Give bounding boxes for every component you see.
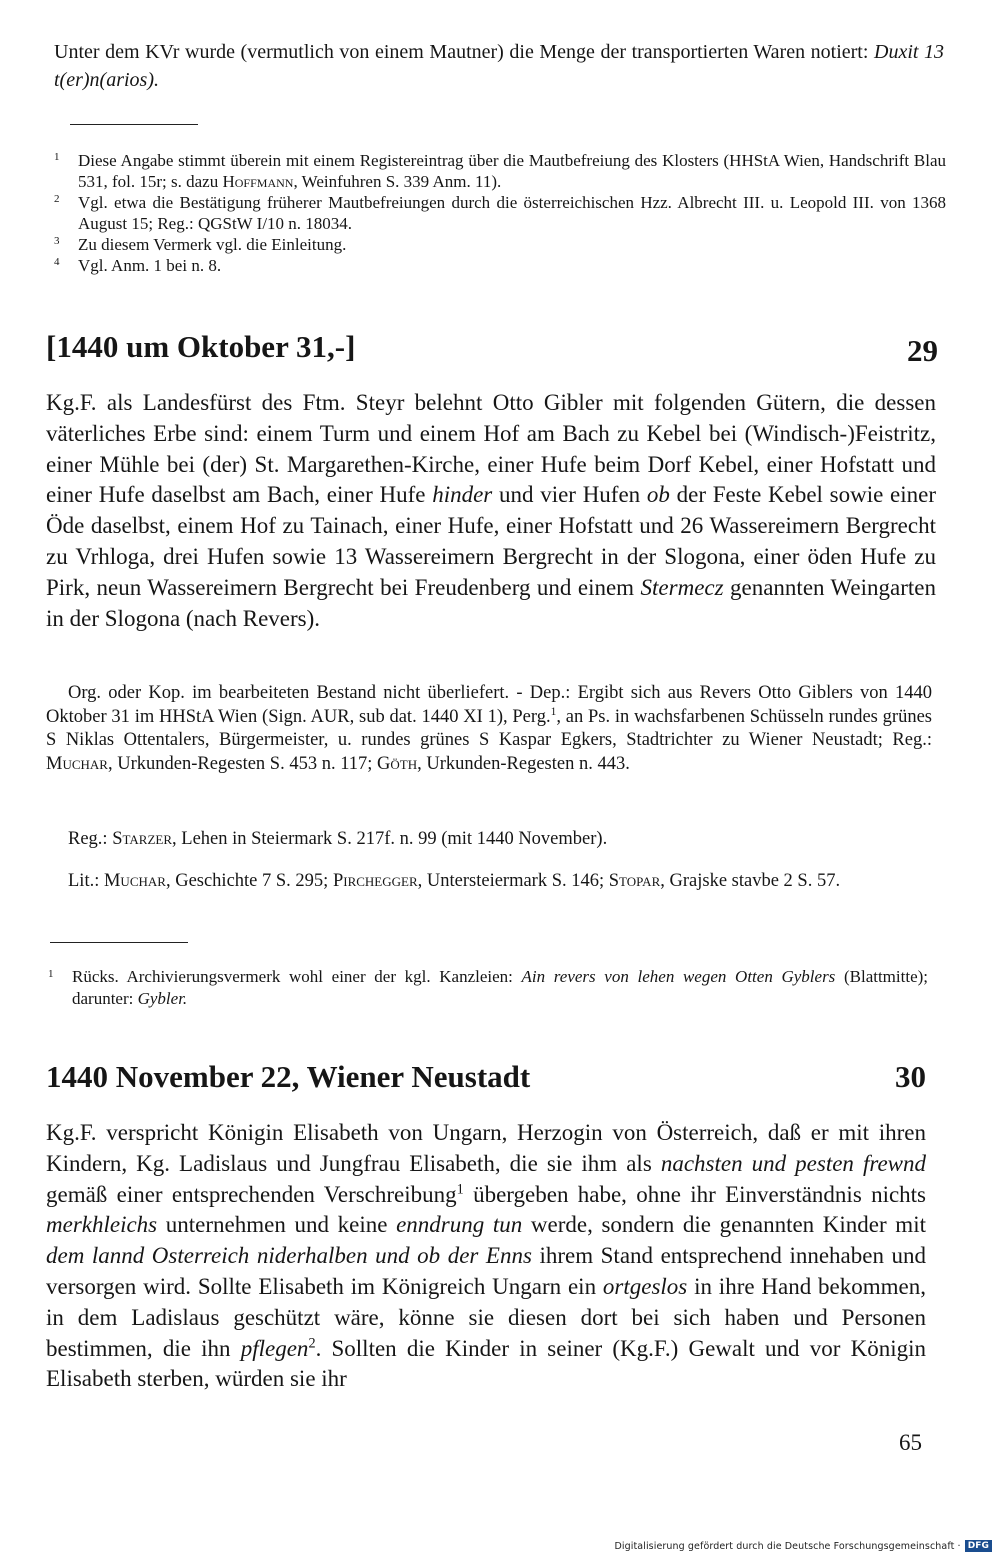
footnote-item: 2 Vgl. etwa die Bestätigung früherer Mautbefreiungen durch die österreichischen Hzz. Albrecht III. u. Leopold III. von 1368 August 15; Reg.: QGStW I/10 n. 18034.	[54, 193, 946, 233]
intro-quote: Duxit 13 t(er)n(arios).	[54, 41, 944, 91]
footnote-item: 1 Diese Angabe stimmt überein mit einem Registereintrag über die Mautbefreiung des Klosters (HHStA Wien, Handschrift Blau 531, fol. 15r; s. dazu Hoffmann, Weinfuhren S. 339 Anm. 11).	[54, 151, 946, 191]
page-number: 65	[899, 1430, 922, 1455]
footnote-item: 1 Rücks. Archivierungsvermerk wohl einer der kgl. Kanzleien: Ain revers von lehen wegen Otten Gyblers (Blattmitte); darunter: Gybler.	[48, 967, 929, 1008]
entry-29-number: 29	[907, 333, 938, 368]
entry-29-regest: Kg.F. als Landesfürst des Ftm. Steyr belehnt Otto Gibler mit folgenden Gütern, die dessen väterliches Erbe sind: einem Turm und einem Hof am Bach zu Kebel bei (Windisch-)Feistritz, einer Mühle bei (der) St. Margarethen-Kirche, einer Hufe beim Dorf Kebel, einer Hofstatt und einer Hufe daselbst am Bach, einer Hufe hinder und vier Hufen ob der Feste Kebel sowie einer Öde daselbst, einem Hof zu Tainach, einer Hufe, einer Hofstatt und 26 Wassereimern Bergrecht zu Vrhloga, drei Hufen sowie 13 Wassereimern Bergrecht in der Slogona, einer öden Hufe zu Pirk, neun Wassereimern Bergrecht bei Freudenberg und einem Stermecz genannten Weingarten in der Slogona (nach Revers).	[46, 390, 936, 631]
entry-30-date: 1440 November 22, Wiener Neustadt	[46, 1059, 531, 1094]
dfg-logo-icon: DFG	[965, 1540, 992, 1552]
entry-29-regesta: Reg.: Starzer, Lehen in Steiermark S. 217f. n. 99 (mit 1440 November).	[68, 829, 608, 849]
intro-paragraph: Unter dem KVr wurde (vermutlich von einem Mautner) die Menge der transportierten Waren notiert: Duxit 13 t(er)n(arios).	[54, 41, 944, 91]
entry-29-footnotes	[48, 966, 928, 1010]
footnote-item: 3 Zu diesem Vermerk vgl. die Einleitung.	[54, 235, 347, 254]
dfg-footer	[614, 1540, 992, 1552]
footnote-item: 4 Vgl. Anm. 1 bei n. 8.	[54, 256, 222, 275]
footnote-separator	[50, 942, 188, 943]
footnote-separator	[70, 124, 198, 125]
entry-29-date: [1440 um Oktober 31,-]	[46, 329, 356, 364]
entry-29-tradition: Org. oder Kop. im bearbeiteten Bestand nicht überliefert. - Dep.: Ergibt sich aus Revers Otto Giblers von 1440 Oktober 31 im HHStA Wien (Sign. AUR, sub dat. 1440 XI 1), Perg.$^1$, an Ps. in wachsfarbenen Schüsseln rundes grünes S Niklas Ottentalers, Bürgermeister, u. rundes grünes S Kaspar Egkers, Stadtrichter zu Wiener Neustadt; Reg.: Muchar, Urkunden-Regesten S. 453 n. 117; Göth, Urkunden-Regesten n. 443.	[46, 683, 932, 774]
entry-30-number: 30	[895, 1059, 926, 1094]
footnotes-top	[54, 150, 946, 276]
entry-30-regest: Kg.F. verspricht Königin Elisabeth von Ungarn, Herzogin von Österreich, daß er mit ihren Kindern, Kg. Ladislaus und Jungfrau Elisabeth, die sie ihm als nachsten und pesten frewnd gemäß einer entsprechenden Verschreibung$^1$ übergeben habe, ohne ihr Einverständnis nichts merkhleichs unternehmen und keine enndrung tun werde, sondern die genannten Kinder mit dem lannd Osterreich niderhalben und ob der Enns ihrem Stand entsprechend innehaben und versorgen wird. Sollte Elisabeth im Königreich Ungarn ein ortgeslos in ihre Hand bekommen, in dem Ladislaus geschützt wäre, könne sie diesen dort bei sich haben und Personen bestimmen, die ihn pflegen$^2$. Sollten die Kinder in seiner (Kg.F.) Gewalt und vor Königin Elisabeth sterben, würden sie ihr	[46, 1120, 927, 1392]
footer-text: Digitalisierung gefördert durch die Deutsche Forschungsgemeinschaft ·	[614, 1540, 961, 1552]
entry-29-literature: Lit.: Muchar, Geschichte 7 S. 295; Pirchegger, Untersteiermark S. 146; Stopar, Grajske stavbe 2 S. 57.	[68, 871, 841, 891]
